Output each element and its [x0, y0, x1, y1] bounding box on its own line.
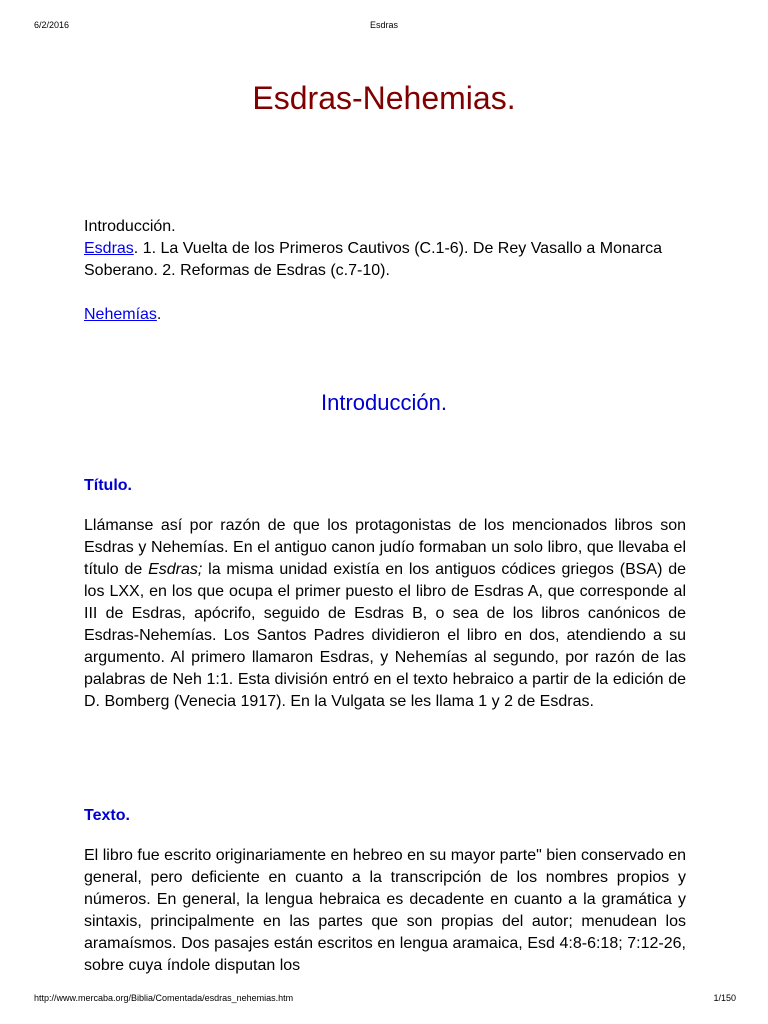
- print-url: http://www.mercaba.org/Biblia/Comentada/esdras_nehemias.htm: [34, 993, 294, 1003]
- print-header: [0, 20, 768, 32]
- nehemias-link[interactable]: Nehemías: [84, 306, 157, 323]
- print-footer: [0, 993, 768, 1005]
- toc-intro: Introducción.: [84, 218, 176, 235]
- paragraph-titulo: Llámanse así por razón de que los protagonistas de los mencionados libros son Esdras y Nehemías. En el antiguo canon judío formaban un solo libro, que llevaba el título de Esdras; la misma unidad existía en los antiguos códices griegos (BSA) de los LXX, en los que ocupa el primer puesto el libro de Esdras A, que corresponde al III de Esdras, apócrifo, seguido de Esdras B, o sea de los libros canónicos de Esdras-Nehemías. Los Santos Padres dividieron el libro en dos, atendiendo a su argumento. Al primero llamaron Esdras, y Nehemías al segundo, por razón de las palabras de Neh 1:1. Esta división entró en el texto hebraico a partir de la edición de D. Bomberg (Venecia 1917). En la Vulgata se les llama 1 y 2 de Esdras.: [84, 517, 687, 710]
- print-page-number: 1/150: [713, 993, 736, 1003]
- print-page-title: Esdras: [369, 20, 398, 30]
- italic-esdras: Esdras;: [148, 561, 203, 578]
- section-heading-introduccion: Introducción.: [321, 390, 447, 415]
- toc-esdras-text: . 1. La Vuelta de los Primeros Cautivos (C.1-6). De Rey Vasallo a Monarca Soberano. 2. Reformas de Esdras (c.7-10).: [84, 240, 663, 279]
- paragraph-texto: El libro fue escrito originariamente en hebreo en su mayor parte" bien conservado en general, pero deficiente en cuanto a la transcripción de los nombres propios y números. En general, la lengua hebraica es decadente en cuanto a la gramática y sintaxis, principalmente en las partes que son propias del autor; menudean los aramaísmos. Dos pasajes están escritos en lengua aramaica, Esd 4:8-6:18; 7:12-26, sobre cuya índole disputan los: [84, 847, 686, 974]
- table-of-contents: [84, 216, 686, 326]
- toc-nehemias-entry: [84, 304, 686, 326]
- esdras-link[interactable]: Esdras: [84, 240, 134, 257]
- heading-titulo: Título.: [84, 477, 132, 494]
- toc-nehemias-suffix: .: [156, 306, 162, 323]
- print-date: 6/2/2016: [34, 20, 70, 30]
- heading-texto: Texto.: [84, 807, 130, 824]
- document-title: Esdras-Nehemias.: [252, 80, 516, 116]
- toc-esdras-entry: [84, 238, 686, 282]
